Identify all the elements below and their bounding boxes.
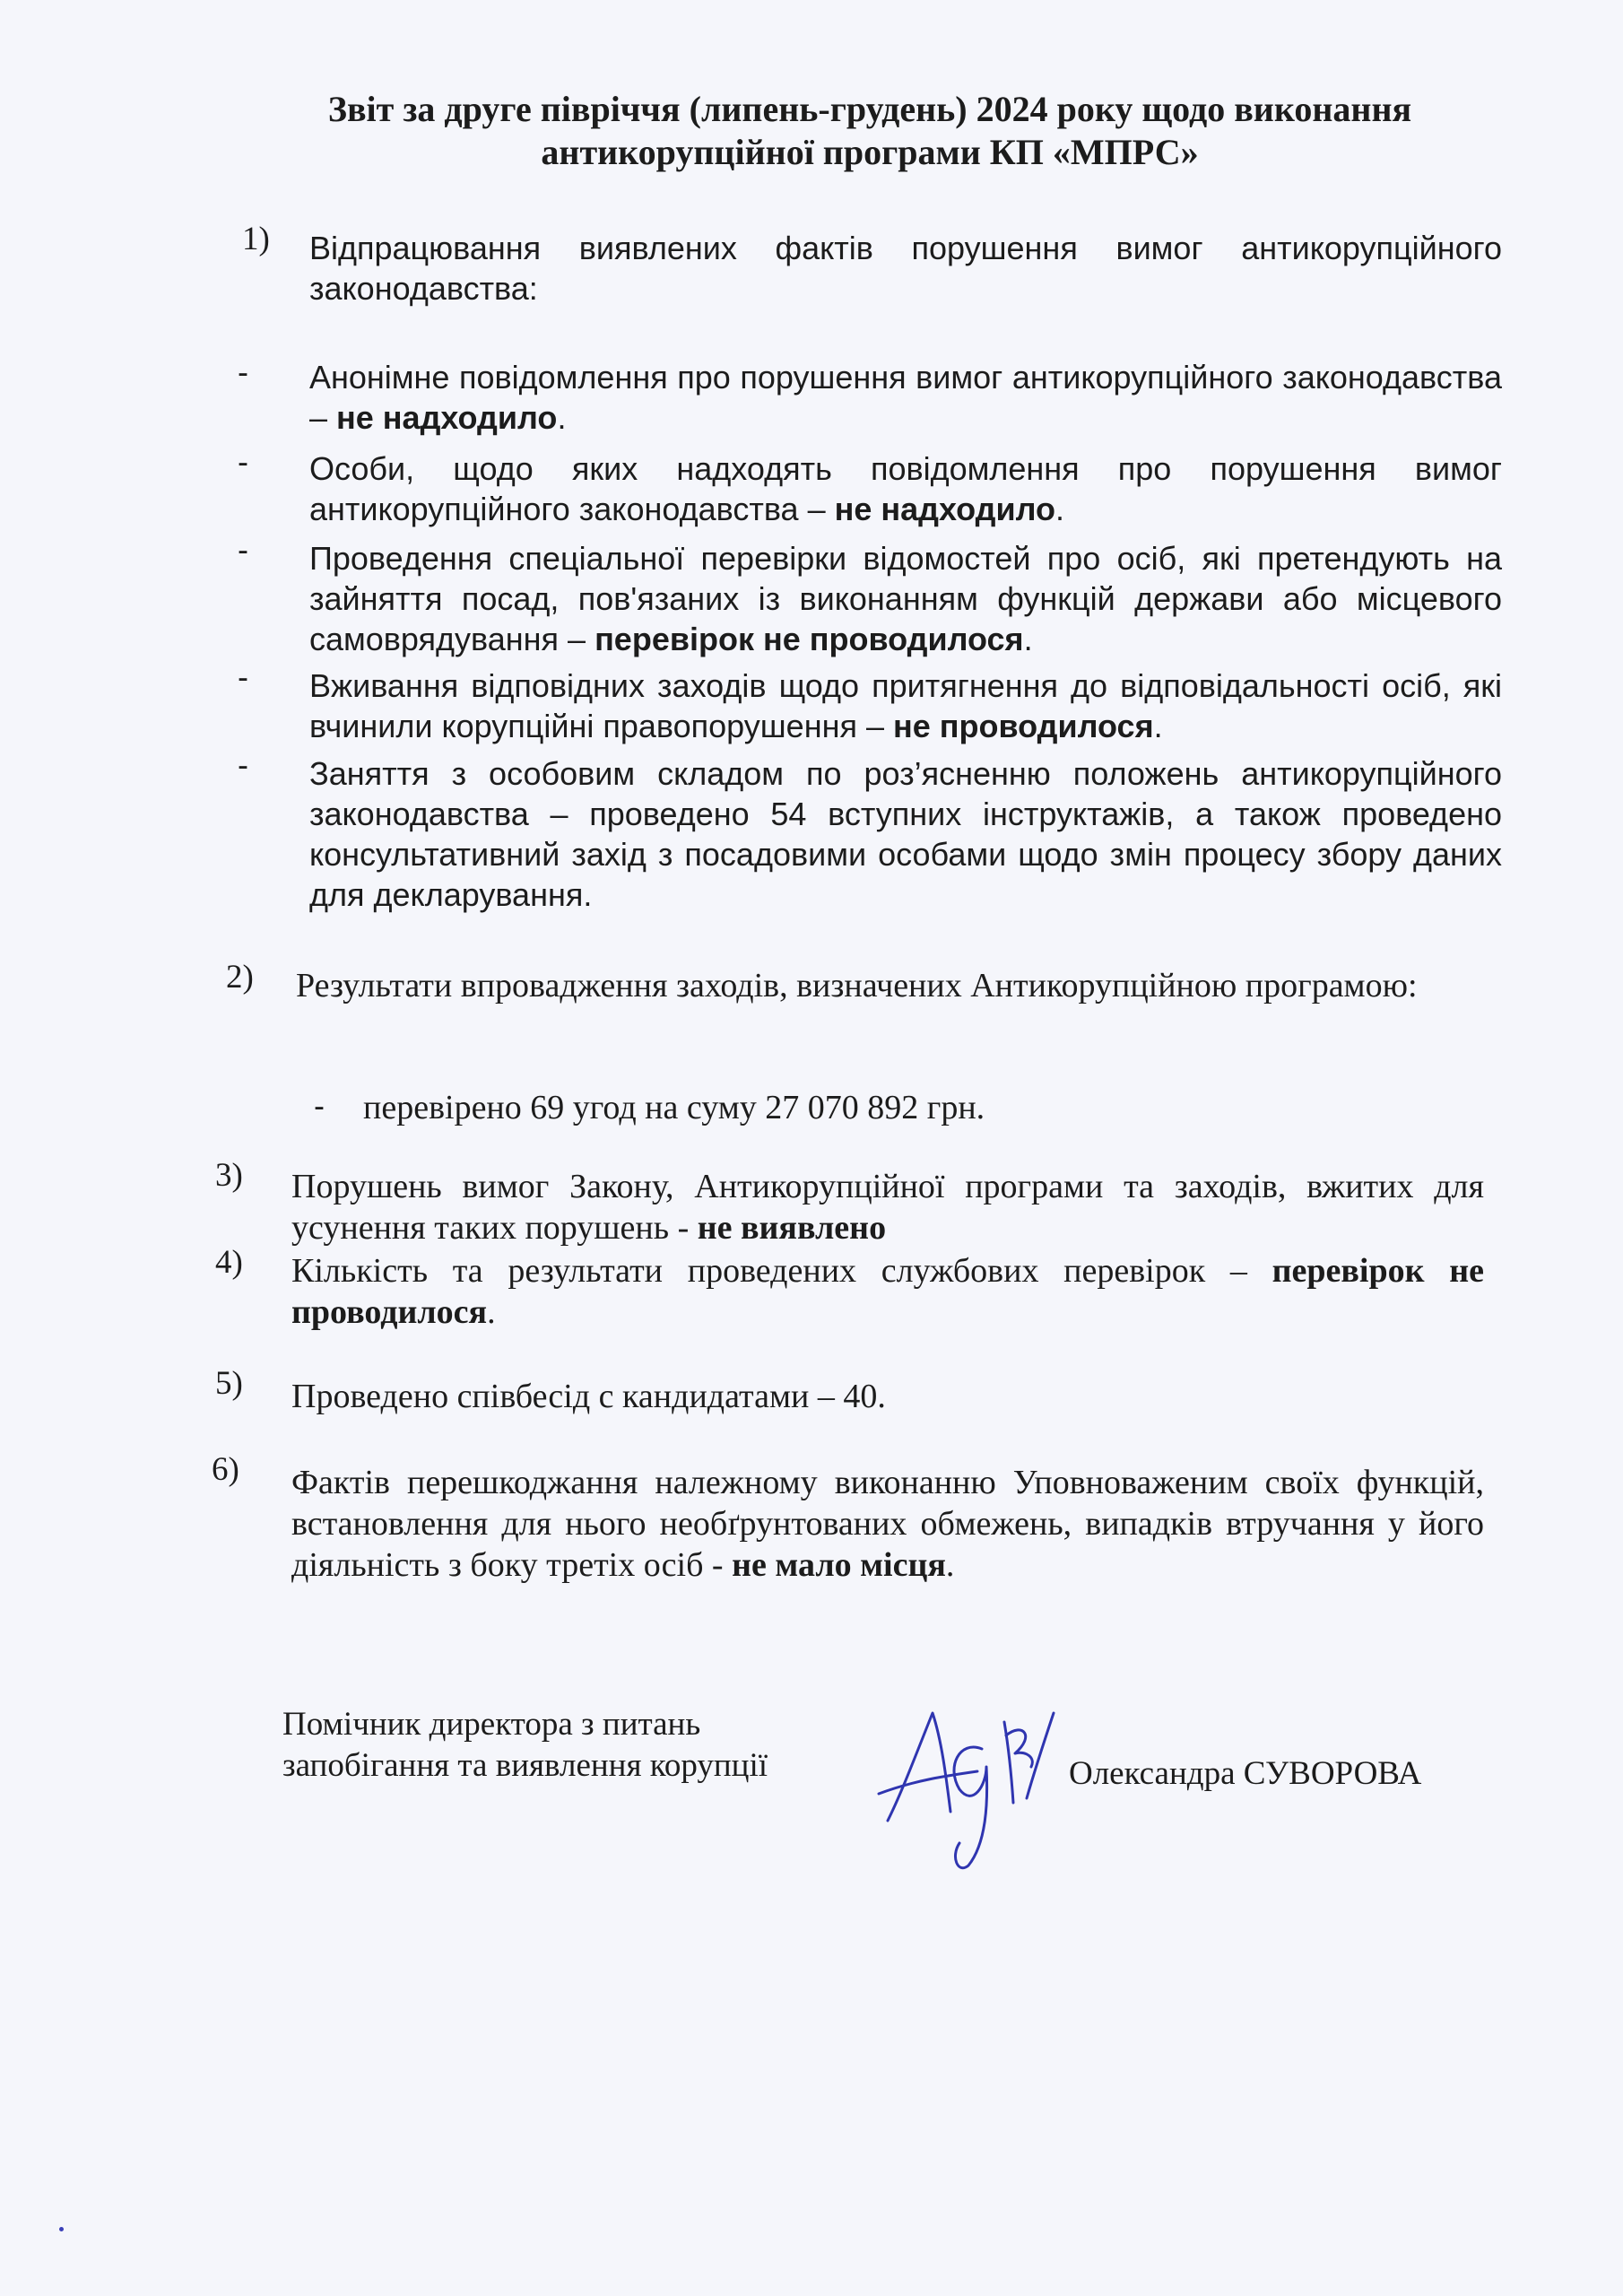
scan-speck [59,2227,64,2231]
section-bold: перевірок не проводилося [291,1252,1484,1331]
bullet-text: Проведення спеціальної перевірки відомостей про осіб, які претендують на зайняття посад, пов'язаних із виконанням функцій держави або місцевого самоврядування – [309,540,1502,657]
bullet-dash: - [238,531,248,568]
bullet-text: Вживання відповідних заходів щодо притягнення до відповідальності осіб, які вчинили корупційні правопорушення – [309,667,1502,744]
bullet-dash: - [238,746,248,783]
section-number: 4) [215,1244,243,1281]
bullet-text: Особи, щодо яких надходять повідомлення про порушення вимог антикорупційного законодавства – [309,450,1502,527]
bullet-tail: . [1153,708,1163,744]
section-body: Фактів перешкоджання належному виконанню Уповноваженим своїх функцій, встановлення для нього необґрунтованих обмежень, випадків втручання у його діяльність з боку третіх осіб - [291,1464,1484,1584]
bullet-item [309,357,1502,438]
section-bold: не мало місця [732,1546,946,1584]
bullet-dash: - [238,353,248,390]
section-number: 5) [215,1365,243,1402]
section-body: Кількість та результати проведених службових перевірок – [291,1252,1272,1290]
bullet-item: Заняття з особовим складом по роз’ясненню положень антикорупційного законодавства – проведено 54 вступних інструктажів, а також проведено консультативний захід з посадовими особами щодо змін процесу збору даних для декларування. [309,755,1502,913]
section-body: Порушень вимог Закону, Антикорупційної програми та заходів, вжитих для усунення таких порушень - [291,1168,1484,1247]
signature-stroke [879,1771,977,1794]
signature-stroke [888,1713,950,1821]
section-number: 3) [215,1157,243,1194]
handwritten-signature [861,1686,1076,1874]
bullet-tail: . [1055,491,1065,527]
bullet-tail: . [557,399,567,436]
bullet-tail: . [1023,621,1033,657]
signature-stroke [954,1747,987,1868]
section-tail: . [487,1293,496,1331]
section-number: 6) [212,1451,239,1488]
signatory-name: Олександра СУВОРОВА [1069,1755,1422,1792]
title-line-2: антикорупційної програми КП «МПРС» [541,132,1199,172]
section-text: Результати впровадження заходів, визначених Антикорупційною програмою: [296,967,1418,1004]
section-number: 1) [242,221,270,257]
bullet-dash: - [238,443,248,480]
bullet-bold: перевірок не проводилося [595,621,1024,657]
section-text [291,1250,1484,1333]
section-tail: . [945,1546,955,1584]
section-number: 2) [226,959,254,996]
bullet-dash: - [238,658,248,695]
bullet-item [309,665,1502,746]
sub-bullet-text: перевірено 69 угод на суму 27 070 892 грн. [363,1089,985,1126]
section-text: Відпрацювання виявлених фактів порушення вимог антикорупційного законодавства: [309,230,1502,307]
document-title [179,88,1560,174]
section-text: Проведено співбесід с кандидатами – 40. [291,1378,886,1415]
section-bold: не виявлено [697,1209,887,1247]
bullet-bold: не проводилося [892,708,1154,744]
bullet-bold: не надходило [834,491,1056,527]
sub-bullet-dash: - [314,1087,325,1124]
bullet-item [309,538,1502,659]
position-line-1: Помічник директора з питань [282,1706,701,1743]
bullet-item [309,448,1502,529]
bullet-bold: не надходило [336,399,558,436]
signatory-position [282,1704,768,1787]
bullet-text: Анонімне повідомлення про порушення вимог антикорупційного законодавства – [309,359,1502,436]
section-text [291,1166,1484,1248]
position-line-2: запобігання та виявлення корупції [282,1747,768,1784]
section-text [291,1462,1484,1586]
title-line-1: Звіт за друге півріччя (липень-грудень) 2024 року щодо виконання [327,89,1412,129]
